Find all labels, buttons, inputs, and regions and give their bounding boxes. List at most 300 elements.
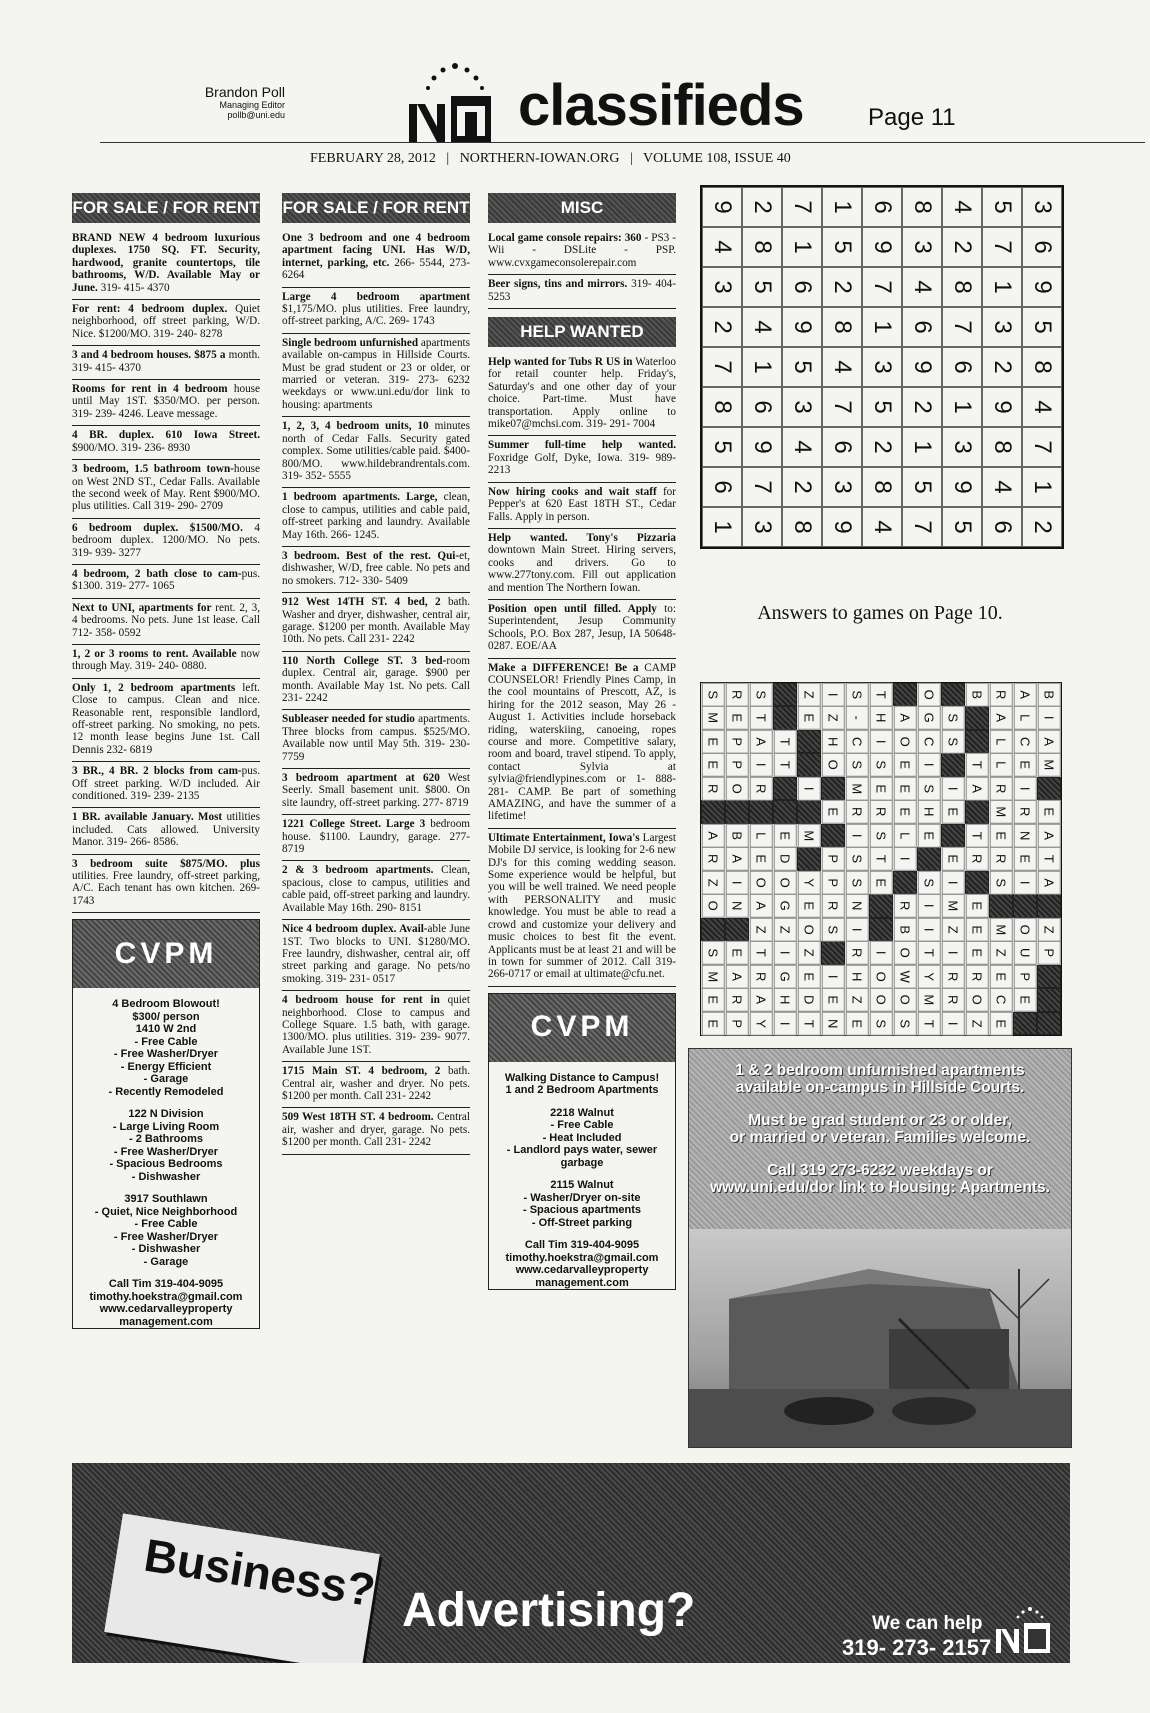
ad-body: left. Close to campus. Clean and nice. Reasonable rent, responsible landlord, off-street parking. No smoking, no pets. 12 month lease begins June 1st. Call Dennis 232- 6819 (72, 681, 260, 756)
crossword-cell: I (773, 1011, 796, 1035)
sudoku-cell: 3 (1022, 187, 1062, 227)
cvpm-line: - Free Washer/Dryer (113, 1145, 219, 1158)
crossword-cell: T (965, 824, 988, 848)
ad-headline: 6 bedroom duplex. $1500/MO. (72, 521, 243, 534)
misc-ad-list (488, 229, 676, 309)
ad-body: Central air, washer and dryer, garage. No pets. $1200 per month. Call 231- 2242 (282, 1111, 471, 1149)
crossword-cell: A (749, 988, 772, 1012)
crossword-cell: M (701, 706, 724, 730)
sudoku-cell: 1 (822, 187, 862, 227)
crossword-cell: Z (773, 917, 796, 941)
crossword-cell: E (725, 941, 748, 965)
crossword-cell: Z (821, 706, 844, 730)
crossword-black-cell (797, 730, 821, 753)
ad-body: Largest Mobile DJ service, is looking for 2-6 new DJ's for this coming wedding season. Some experience would be helpful, but you will be well trained. We need people with PERSONALITY and music knowledge. You must be able to read a crowd and customize your delivery and music choices to best fit the event. Applicants must be at least 21 and will be in town for summer of 2012. Call 319-266-0717 or email at ultimate@cfu.net. (488, 831, 676, 981)
crossword-cell: T (869, 683, 892, 707)
sudoku-cell: 9 (902, 347, 942, 387)
sudoku-cell: 8 (942, 267, 982, 307)
crossword-cell: Y (749, 1011, 772, 1035)
cvpm-listing (73, 1108, 259, 1183)
ad-body: utilities included. Cats allowed. University Manor. 319- 266- 8586. (72, 811, 261, 849)
crossword-black-cell (773, 800, 797, 823)
sudoku-cell: 9 (862, 227, 902, 267)
crossword-cell: I (917, 753, 940, 777)
crossword-cell: S (917, 870, 940, 894)
sudoku-cell: 2 (982, 347, 1022, 387)
sudoku-cell: 6 (822, 427, 862, 467)
cvpm-listing (73, 998, 259, 1098)
crossword-cell: H (845, 964, 868, 988)
sudoku-cell: 8 (902, 187, 942, 227)
crossword-cell: Z (797, 683, 820, 707)
crossword-cell: E (893, 753, 916, 777)
editor-email: pollb@uni.edu (227, 110, 285, 120)
crossword-cell: R (749, 964, 772, 988)
sudoku-cell: 5 (942, 507, 982, 547)
crossword-cell: R (965, 964, 988, 988)
ad-body: utilities. Free laundry, off-street parking, A/C. Each tenant has own kitchen. 269- 1743 (72, 870, 260, 907)
cvpm-line: timothy.hoekstra@gmail.com (505, 1251, 659, 1264)
ad-headline: Local game console repairs: 360 (488, 232, 642, 244)
crossword-cell: R (845, 941, 868, 965)
sudoku-cell: 5 (862, 387, 902, 427)
ad-body: Clean, spacious, close to campus, utilities and cable paid, off-street parking and laundry. Available May 16th. 290- 8151 (282, 864, 470, 914)
crossword-cell: E (965, 941, 988, 965)
crossword-cell: S (869, 824, 892, 848)
crossword-cell: I (917, 917, 940, 941)
crossword-cell: E (989, 1011, 1012, 1035)
crossword-black-cell (941, 683, 965, 706)
ad-headline: Help wanted for Tubs R US in (488, 356, 633, 369)
crossword-cell: N (821, 1011, 844, 1035)
ad-headline: 1 bedroom apartments. Large, (282, 491, 438, 504)
crossword-cell: S (701, 941, 724, 965)
sudoku-cell: 3 (942, 427, 982, 467)
crossword-cell: R (725, 988, 748, 1012)
ad-headline: 3 and 4 bedroom houses. $875 a (72, 349, 226, 362)
sudoku-cell: 3 (902, 227, 942, 267)
ad-headline: 4 bedroom house for rent in (282, 994, 440, 1007)
ad-headline: 110 North College ST. 3 bed- (282, 654, 447, 667)
cvpm-line: - Free Cable (134, 1035, 198, 1048)
crossword-cell: E (893, 800, 916, 824)
ad-body: Waterloo for retail counter help. Friday's, Saturday's and one other day of your choice. Part-time. Must have transportation. Apply online to mike07@mchsi.com. 319- 291- 7004 (488, 356, 676, 431)
sudoku-cell: 6 (942, 347, 982, 387)
sudoku-cell: 9 (982, 387, 1022, 427)
sudoku-cell: 6 (902, 307, 942, 347)
sudoku-cell: 6 (782, 267, 822, 307)
business-text: Business? (140, 1528, 379, 1617)
sudoku-cell: 6 (862, 187, 902, 227)
crossword-cell: M (917, 988, 940, 1012)
ad-body: rent. 2, 3, 4 bedrooms. No pets. June 1st lease. Call 712- 358- 0592 (72, 601, 260, 639)
crossword-cell: M (797, 824, 820, 848)
ad-body: apartments available on-campus in Hillside Courts. Must be grad student or 23 or older, or married or veteran. 319- 273- 6232 weekdays or www.uni.edu/dor link to housing: apartments (282, 336, 470, 411)
hillside-line: available on-campus in Hillside Courts. (735, 1079, 1025, 1096)
sudoku-cell: 4 (1022, 387, 1062, 427)
business-sign (104, 1513, 380, 1663)
crossword-black-cell (725, 800, 749, 823)
cvpm-line: - Garage (143, 1073, 189, 1086)
ad-headline: 3 BR., 4 BR. 2 blocks from cam- (72, 765, 242, 778)
crossword-cell: M (1037, 753, 1060, 777)
crossword-cell: O (725, 777, 748, 801)
crossword-cell: R (1013, 800, 1036, 824)
sudoku-cell: 1 (742, 347, 782, 387)
crossword-black-cell (965, 730, 989, 753)
ad-body: bedroom house. $1100. Laundry, garage. 277- 8719 (282, 818, 470, 856)
crossword-cell: R (989, 683, 1012, 707)
cvpm-line: www.cedarvalleyproperty (515, 1264, 649, 1277)
crossword-cell: O (1013, 917, 1036, 941)
cvpm-listing (73, 1278, 259, 1328)
crossword-cell: T (773, 730, 796, 754)
crossword-cell: O (701, 894, 724, 918)
crossword-black-cell (1037, 777, 1061, 800)
crossword-cell: A (749, 730, 772, 754)
ad-body: house until May 1ST. $350/MO. per person. 319- 239- 4246. Leave message. (72, 383, 260, 420)
classified-ad (282, 652, 470, 711)
crossword-cell: I (941, 777, 964, 801)
crossword-cell: P (725, 730, 748, 754)
crossword-cell: L (989, 753, 1012, 777)
ad-headline: Large 4 bedroom apartment (282, 290, 470, 303)
cvpm-line: 1410 W 2nd (135, 1023, 197, 1036)
crossword-cell: A (1013, 683, 1036, 707)
crossword-cell: E (941, 800, 964, 824)
classified-ad (282, 920, 470, 991)
crossword-cell: C (845, 730, 868, 754)
crossword-cell: M (989, 800, 1012, 824)
sudoku-cell: 9 (782, 307, 822, 347)
crossword-cell: E (1013, 847, 1036, 871)
crossword-cell: E (725, 706, 748, 730)
ad-headline: 1715 Main ST. 4 bedroom, 2 (282, 1065, 441, 1078)
crossword-black-cell (773, 777, 797, 800)
sudoku-cell: 8 (982, 427, 1022, 467)
crossword-cell: L (749, 824, 772, 848)
crossword-black-cell (1037, 1012, 1061, 1035)
sudoku-cell: 5 (782, 347, 822, 387)
crossword-cell: P (725, 1011, 748, 1035)
crossword-cell: S (869, 1011, 892, 1035)
crossword-cell: E (989, 824, 1012, 848)
sudoku-cell: 9 (1022, 267, 1062, 307)
sudoku-cell: 9 (702, 187, 742, 227)
crossword-cell: T (917, 941, 940, 965)
crossword-cell: - (845, 706, 868, 730)
cvpm-line: management.com (535, 1276, 629, 1289)
crossword-black-cell (917, 847, 941, 870)
for-sale-column-1 (72, 193, 260, 1329)
editor-title: Managing Editor (219, 100, 285, 110)
crossword-cell: T (797, 1011, 820, 1035)
crossword-cell: P (1013, 964, 1036, 988)
crossword-cell: Z (701, 870, 724, 894)
ad-headline: Make a DIFFERENCE! Be a (488, 661, 639, 674)
hillside-line: www.uni.edu/dor link to Housing: Apartments. (710, 1179, 1050, 1196)
sudoku-cell: 3 (862, 347, 902, 387)
crossword-cell: R (845, 800, 868, 824)
cvpm-line: - Recently Remodeled (108, 1085, 224, 1098)
crossword-cell: T (1037, 847, 1060, 871)
sudoku-cell: 5 (1022, 307, 1062, 347)
cvpm-line: 3917 Southlawn (124, 1193, 208, 1206)
crossword-cell: I (1013, 870, 1036, 894)
crossword-cell: Y (917, 964, 940, 988)
classified-ad (488, 483, 676, 529)
ad-headline: Summer full-time help wanted. (488, 439, 676, 452)
sudoku-cell: 4 (902, 267, 942, 307)
cvpm-line: Walking Distance to Campus! (504, 1071, 660, 1084)
crossword-cell: M (701, 964, 724, 988)
sudoku-cell: 9 (822, 507, 862, 547)
classified-ad (72, 346, 260, 380)
cvpm-line: - Dishwasher (131, 1243, 201, 1256)
ad-body: quiet neighborhood. Close to campus and College Square. 1.5 bath, with garage. 1300/MO. plus utilities. 319- 239- 9077. Available June 1ST. (282, 994, 470, 1056)
crossword-cell: I (1013, 777, 1036, 801)
sudoku-cell: 1 (862, 307, 902, 347)
sudoku-cell: 5 (982, 187, 1022, 227)
cvpm-ad-text (489, 1072, 675, 1290)
sudoku-cell: 3 (982, 307, 1022, 347)
crossword-cell: E (749, 847, 772, 871)
ad-headline: Nice 4 bedroom duplex. Avail- (282, 923, 428, 936)
hillside-line: or married or veteran. Families welcome. (729, 1129, 1031, 1146)
sudoku-cell: 7 (782, 187, 822, 227)
cvpm-line: - Heat Included (542, 1131, 622, 1144)
crossword-black-cell (989, 894, 1013, 917)
sudoku-cell: 1 (942, 387, 982, 427)
page-number: Page 11 (868, 104, 956, 131)
crossword-black-cell (821, 777, 845, 800)
sudoku-cell: 9 (942, 467, 982, 507)
sudoku-cell: 3 (702, 267, 742, 307)
crossword-black-cell (701, 800, 725, 823)
ad-headline: Single bedroom unfurnished (282, 336, 419, 349)
crossword-cell: N (1013, 824, 1036, 848)
classified-ad (72, 380, 260, 426)
hillside-line: 1 & 2 bedroom unfurnished apartments (735, 1062, 1025, 1079)
sudoku-cell: 6 (1022, 227, 1062, 267)
crossword-black-cell (725, 918, 749, 941)
crossword-cell: Z (989, 941, 1012, 965)
sudoku-cell: 1 (1022, 467, 1062, 507)
classified-ad (488, 229, 676, 275)
crossword-cell: S (893, 1011, 916, 1035)
crossword-cell: O (773, 870, 796, 894)
sudoku-cell: 7 (942, 307, 982, 347)
classified-ad (282, 1062, 470, 1108)
crossword-cell: I (725, 870, 748, 894)
sudoku-cell: 8 (1022, 347, 1062, 387)
crossword-cell: E (917, 824, 940, 848)
sudoku-cell: 2 (702, 307, 742, 347)
answers-caption: Answers to games on Page 10. (757, 602, 1003, 624)
crossword-cell: O (893, 730, 916, 754)
crossword-cell: P (821, 870, 844, 894)
hillside-line: Call 319 273-6232 weekdays or (767, 1162, 993, 1179)
crossword-cell: E (893, 777, 916, 801)
ad-body: 266- 5544, 273- 6264 (282, 256, 471, 282)
classified-ad (282, 861, 470, 920)
crossword-cell: A (1037, 870, 1060, 894)
sudoku-cell: 4 (822, 347, 862, 387)
crossword-cell: P (1037, 941, 1060, 965)
ad-headline: 1, 2 or 3 rooms to rent. Available (72, 647, 237, 660)
ad-headline: 3 bedroom suite $875/MO. plus (72, 857, 260, 870)
sudoku-cell: 7 (982, 227, 1022, 267)
ad-body: CAMP COUNSELOR! Friendly Pines Camp, in the cool mountains of Prescott, AZ, is hiring for the 2012 season, May 26 - August 1. Activities include horseback riding, waterskiing, canoeing, ropes course and more. Competitive salary, room and board, travel stipend. To apply, contact Sylvia at sylvia@friendlypines.com or 1- 888- 281- CAMP. Be part of something AMAZING, and have the summer of a lifetime! (488, 661, 677, 823)
classified-ad (72, 762, 260, 808)
crossword-cell: R (941, 964, 964, 988)
crossword-cell: E (797, 706, 820, 730)
crossword-cell: M (941, 894, 964, 918)
ad-headline: For rent: 4 bedroom duplex. (72, 303, 228, 316)
crossword-cell: Z (797, 941, 820, 965)
crossword-cell: E (797, 964, 820, 988)
cvpm-line: - Free Cable (550, 1119, 614, 1132)
crossword-black-cell (1013, 894, 1037, 917)
ad-headline: 3 bedroom. Best of the rest. Qui- (282, 549, 460, 562)
sudoku-cell: 8 (782, 507, 822, 547)
sudoku-cell: 4 (982, 467, 1022, 507)
sudoku-cell: 1 (702, 507, 742, 547)
help-wanted-list (488, 353, 676, 987)
ad-body: pus. Off street parking. W/D included. Air conditioned. 319- 239- 2135 (72, 765, 260, 803)
crossword-black-cell (1037, 965, 1061, 988)
crossword-cell: R (869, 800, 892, 824)
classified-ad (282, 488, 470, 547)
crossword-black-cell (1037, 894, 1061, 917)
sudoku-cell: 3 (822, 467, 862, 507)
sudoku-cell: 7 (822, 387, 862, 427)
ad-body: 319- 415- 4370 (97, 281, 170, 294)
crossword-cell: H (869, 706, 892, 730)
crossword-cell: L (1013, 706, 1036, 730)
sudoku-cell: 7 (742, 467, 782, 507)
crossword-cell: S (845, 870, 868, 894)
crossword-cell: S (701, 683, 724, 707)
crossword-black-cell (821, 941, 845, 964)
cvpm-line: - Free Washer/Dryer (113, 1230, 219, 1243)
cvpm-line: - Large Living Room (112, 1120, 220, 1133)
crossword-cell: I (941, 870, 964, 894)
crossword-cell: E (1037, 800, 1060, 824)
crossword-cell: B (1037, 683, 1060, 707)
crossword-black-cell (749, 800, 773, 823)
classified-ad (72, 808, 260, 854)
sudoku-cell: 5 (822, 227, 862, 267)
ad-body: minutes north of Cedar Falls. Security gated complex. Some utilities/cable paid. $400-800/MO. www.hildebrandrentals.com. 319- 352- 5555 (282, 420, 470, 482)
crossword-cell: M (845, 777, 868, 801)
classified-ad (72, 460, 260, 519)
crossword-cell: I (845, 824, 868, 848)
cvpm-line: 4 Bedroom Blowout! (112, 998, 220, 1011)
cvpm-logo: CVPM (73, 920, 259, 988)
crossword-cell: A (701, 824, 724, 848)
ad-body: et, dishwasher, W/D, free cable. No pets and no smokers. 712- 330- 5409 (282, 549, 470, 587)
crossword-cell: G (773, 964, 796, 988)
crossword-cell: S (749, 683, 772, 707)
crossword-cell: E (701, 753, 724, 777)
crossword-cell: M (989, 917, 1012, 941)
crossword-cell: U (1013, 941, 1036, 965)
ad-list (282, 229, 470, 1155)
crossword-cell: E (1013, 753, 1036, 777)
crossword-cell: O (749, 870, 772, 894)
classified-ad (282, 334, 470, 417)
crossword-cell: C (989, 988, 1012, 1012)
crossword-cell: E (797, 894, 820, 918)
crossword-cell: E (965, 894, 988, 918)
crossword-cell: R (701, 847, 724, 871)
ad-headline: 1, 2, 3, 4 bedroom units, 10 (282, 420, 429, 433)
crossword-black-cell (941, 824, 965, 847)
crossword-cell: I (941, 1011, 964, 1035)
cvpm-line: - Dishwasher (131, 1170, 201, 1183)
ad-body: $1,175/MO. plus utilities. Free laundry, off-street parking, A/C. 269- 1743 (282, 303, 470, 328)
crossword-cell: R (725, 683, 748, 707)
crossword-cell: R (701, 777, 724, 801)
crossword-black-cell (797, 847, 821, 870)
northern-iowan-logo-icon (992, 1603, 1056, 1655)
classified-ad (488, 659, 676, 829)
crossword-black-cell (773, 683, 797, 706)
crossword-black-cell (965, 871, 989, 894)
classified-ad (282, 288, 470, 334)
classified-ad (282, 229, 470, 288)
sudoku-cell: 5 (902, 467, 942, 507)
classified-ad (488, 275, 676, 309)
crossword-cell: L (893, 824, 916, 848)
crossword-cell: R (749, 777, 772, 801)
crossword-cell: B (893, 917, 916, 941)
cvpm-line: www.cedarvalleyproperty (99, 1303, 233, 1316)
header-rule (100, 142, 1145, 143)
ad-body: house on West 2ND ST., Cedar Falls. Available the second week of May. Rent $900/MO. plus utilities. Call 319- 290- 2709 (72, 463, 260, 513)
crossword-cell: P (821, 847, 844, 871)
crossword-cell: I (917, 894, 940, 918)
ad-headline: BRAND NEW 4 bedroom luxurious duplexes. 1750 SQ. FT. Security, hardwood, granite countertops, tile bathrooms, W/D. Available May or June. (72, 232, 260, 294)
cvpm-listing (73, 1193, 259, 1268)
crossword-cell: O (965, 988, 988, 1012)
crossword-cell: S (869, 753, 892, 777)
sudoku-cell: 2 (902, 387, 942, 427)
crossword-cell: I (773, 941, 796, 965)
ad-list (72, 229, 260, 913)
sudoku-cell: 4 (782, 427, 822, 467)
crossword-cell: A (749, 894, 772, 918)
crossword-cell: R (941, 988, 964, 1012)
crossword-cell: Z (965, 1011, 988, 1035)
crossword-cell: H (917, 800, 940, 824)
sudoku-cell: 8 (742, 227, 782, 267)
classified-ad (282, 710, 470, 769)
cvpm-line: - Spacious Bedrooms (109, 1158, 223, 1171)
crossword-cell: E (1013, 988, 1036, 1012)
classified-ad (282, 769, 470, 815)
ad-headline: 2 & 3 bedroom apartments. (282, 864, 434, 877)
crossword-black-cell (893, 871, 917, 894)
sudoku-cell: 4 (942, 187, 982, 227)
hillside-line: Must be grad student or 23 or older, (748, 1112, 1012, 1129)
crossword-cell: W (893, 964, 916, 988)
ad-body: apartments. Three blocks from campus. $525/MO. Available now until May 5th. 319- 230- 7759 (282, 713, 470, 763)
crossword-black-cell (893, 683, 917, 706)
cvpm-line: 2115 Walnut (550, 1179, 614, 1192)
crossword-cell: S (845, 683, 868, 707)
